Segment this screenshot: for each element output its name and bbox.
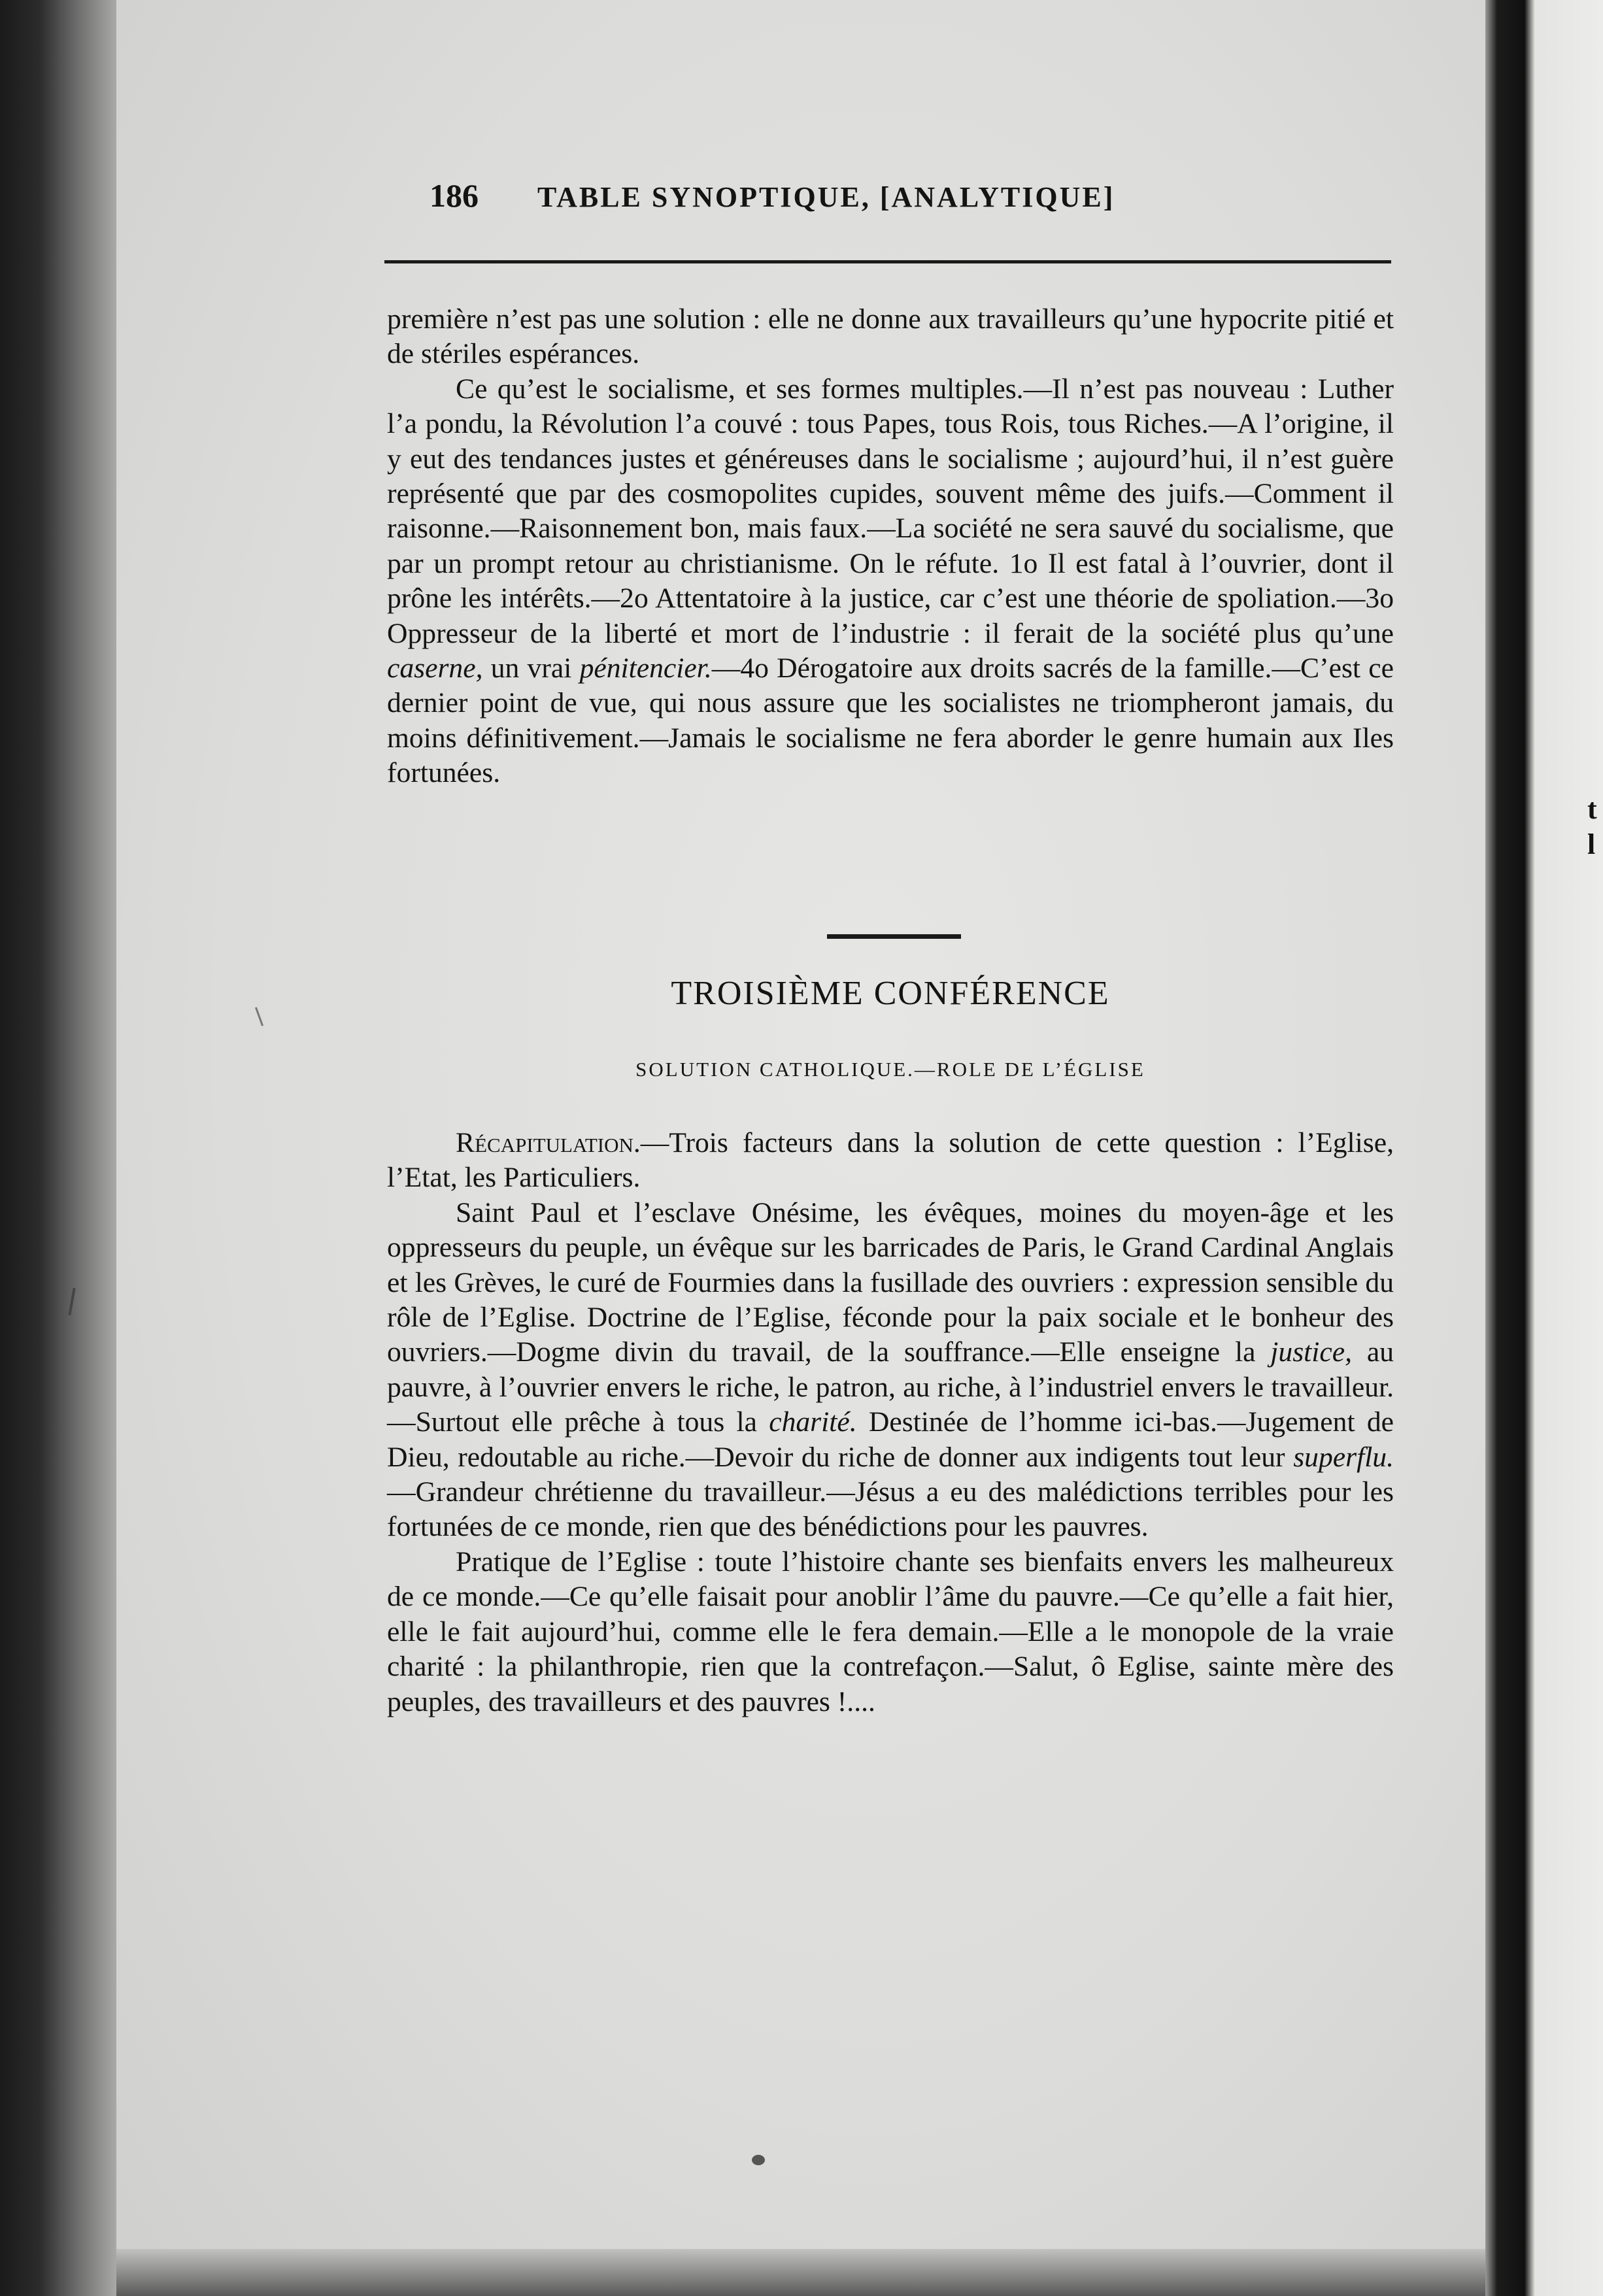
text-run: Saint Paul et l’esclave Onésime, les évêques, moines du moyen-âge et les oppresseurs du peuple, un évêque sur les barricades de Paris, le Grand Cardinal Anglais et les Grèves, le curé de Fourmies dans la fusillade des ouvriers : expression sensible du rôle de l’Eglise. Doctrine de l’Eglise, féconde pour la paix sociale et le bonheur des ouvriers.—Dogme divin du travail, de la souffrance.—Elle enseigne la <box>387 1196 1394 1368</box>
text-run: —Grandeur chrétienne du travailleur.—Jésus a eu des malédictions terribles pour les fortunées de ce monde, rien que des bénédictions pour les pauvres. <box>387 1476 1394 1543</box>
chapter-title: TROISIÈME CONFÉRENCE <box>671 975 1110 1012</box>
text-run: Ce qu’est le socialisme, et ses formes multiples.—Il n’est pas nouveau : Luther l’a pondu, la Révolution l’a couvé : tous Papes, tous Rois, tous Riches.—A l’origine, il y eut des tendances justes et généreuses dans le socialisme ; aujourd’hui, il n’est guère représenté que par des cosmopolites cupides, souvent même des juifs.—Comment il raisonne.—Raisonnement bon, mais faux.—La société ne sera sauvé du socialisme, que par un prompt retour au christianisme. On le réfute. 1o Il est fatal à l’ouvrier, dont il prône les intérêts.—2o Attentatoire à la justice, car c’est une théorie de spoliation.—3o Oppresseur de la liberté et mort de l’industrie : il ferait de la société plus qu’une <box>387 373 1394 649</box>
running-head <box>430 177 1391 229</box>
ink-blot <box>752 2155 765 2165</box>
text-run: Destinée de l’homme ici-bas.—Jugement de Dieu, redoutable au riche.—Devoir du riche de donner aux indigents tout leur <box>387 1406 1394 1473</box>
text-run: —4o Dérogatoire aux droits sacrés de la famille.—C’est ce dernier point de vue, qui nous assure que les socialistes ne triompheront jamais, du moins définitivement.—Jamais le socialisme ne fera aborder le genre humain aux Iles fortunées. <box>387 652 1394 789</box>
recap-label: Récapitulation. <box>456 1127 641 1158</box>
text-run: un vrai <box>482 652 580 684</box>
italic-term: caserne, <box>387 652 483 684</box>
paragraph-socialism <box>387 372 1394 791</box>
adjacent-page-edge <box>1485 0 1603 2296</box>
scan-bottom-edge <box>116 2249 1485 2296</box>
paragraph-recapitulation <box>387 1126 1394 1196</box>
text-block-chapter <box>387 1126 1394 1719</box>
text-block-continuation <box>387 302 1394 791</box>
scan-binding-edge <box>0 0 116 2296</box>
paragraph-continuation: première n’est pas une solution : elle ne donne aux travailleurs qu’une hypocrite pitié et de stériles espérances. <box>387 303 1394 370</box>
chapter-subtitle: SOLUTION CATHOLIQUE.—ROLE DE L’ÉGLISE <box>635 1058 1145 1081</box>
running-title: TABLE SYNOPTIQUE, [ANALYTIQUE] <box>537 181 1115 213</box>
italic-term: charité. <box>769 1406 857 1438</box>
adjacent-page-fragment: l <box>1587 828 1596 860</box>
header-rule <box>384 260 1391 263</box>
text-run: —Trois facteurs dans la solution de cette question : l’Eglise, l’Etat, les Particuliers. <box>387 1127 1394 1194</box>
italic-term: pénitencier. <box>579 652 712 684</box>
italic-term: justice, <box>1270 1336 1352 1368</box>
section-divider <box>827 934 961 939</box>
text-run: au pauvre, à l’ouvrier envers le riche, le patron, au riche, à l’industriel envers le travailleur.—Surtout elle prêche à tous la <box>387 1336 1394 1438</box>
paragraph-practice: Pratique de l’Eglise : toute l’histoire chante ses bienfaits envers les malheureux de ce monde.—Ce qu’elle faisait pour anoblir l’âme du pauvre.—Ce qu’elle a fait hier, elle le fait aujourd’hui, comme elle le fera demain.—Elle a le monopole de la vraie charité : la philanthropie, rien que la contrefaçon.—Salut, ô Eglise, sainte mère des peuples, des travailleurs et des pauvres !.... <box>387 1545 1394 1717</box>
page-number: 186 <box>430 177 479 214</box>
italic-term: superflu. <box>1293 1441 1394 1473</box>
adjacent-page-fragment: t <box>1587 793 1597 825</box>
paragraph-doctrine <box>387 1196 1394 1545</box>
